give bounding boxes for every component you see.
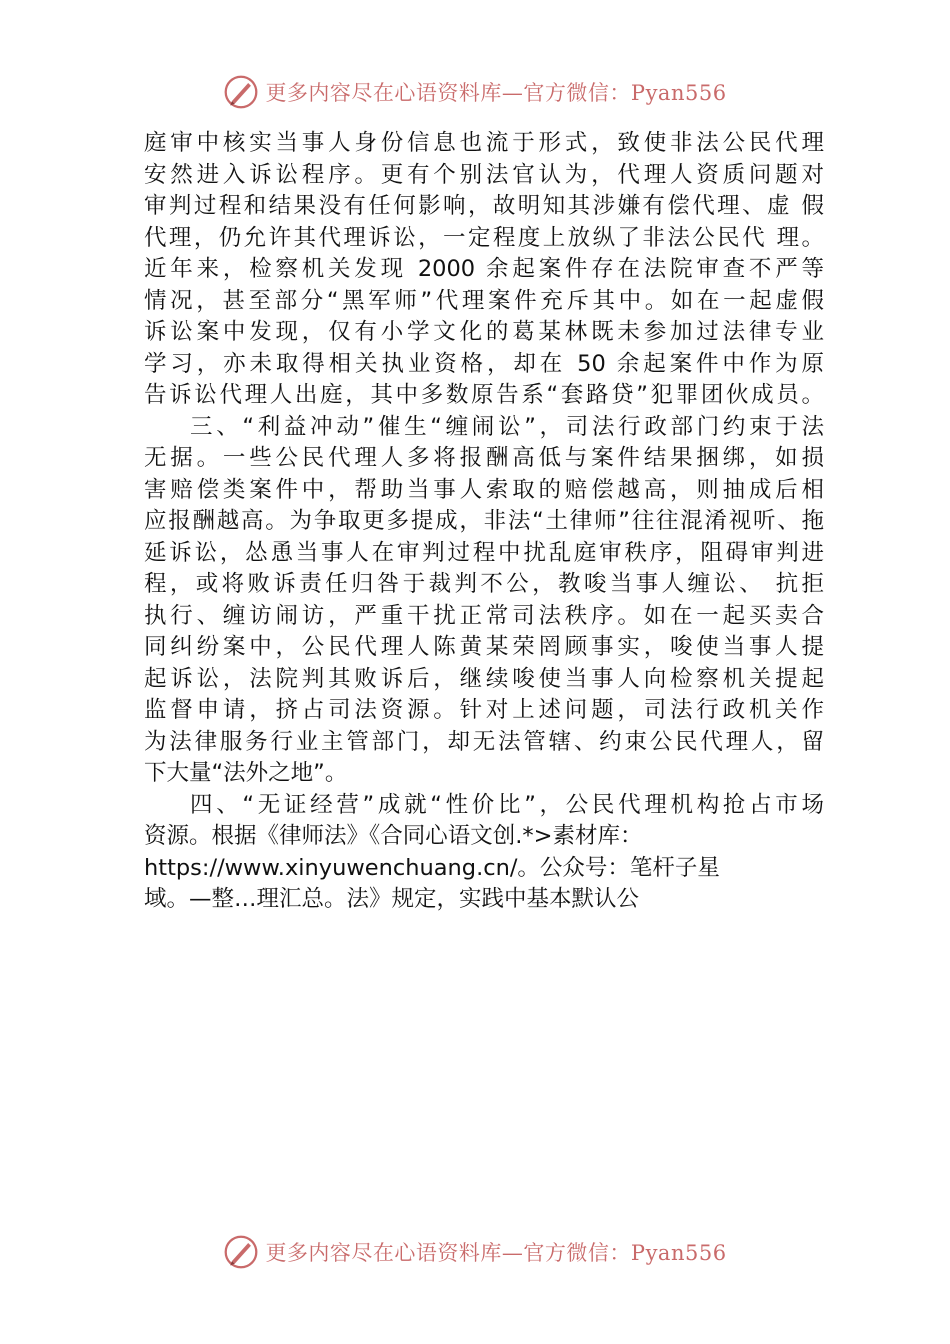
body-line: https://www.xinyuwenchuang.cn/。公众号：笔杆子星 bbox=[144, 854, 720, 881]
body-line: 近年来，检察机关发现 2000 余起案件存在法院审查不严等 bbox=[144, 256, 824, 282]
paragraph-heading-4: 四、“无证经营”成就“性价比”，公民代理机构抢占市场 bbox=[190, 791, 824, 818]
body-line: 学习，亦未取得相关执业资格，却在 50 余起案件中作为原 bbox=[144, 350, 824, 377]
body-line: 应报酬越高。为争取更多提成，非法“土律师”往往混淆视听、拖 bbox=[144, 508, 824, 534]
pen-logo-icon bbox=[223, 1234, 259, 1270]
body-line: 监督申请，挤占司法资源。针对上述问题，司法行政机关作 bbox=[144, 697, 824, 723]
body-line: 同纠纷案中，公民代理人陈黄某荣罔顾事实，唆使当事人提 bbox=[144, 634, 824, 660]
document-body bbox=[144, 128, 824, 916]
paragraph-heading-3: 三、“利益冲动”催生“缠闹讼”，司法行政部门约束于法 bbox=[190, 413, 824, 440]
body-line: 为法律服务行业主管部门，却无法管辖、约束公民代理人，留 bbox=[144, 728, 824, 755]
header-banner-text: 更多内容尽在心语资料库—官方微信：Pyan556 bbox=[265, 81, 727, 105]
body-line: 告诉讼代理人出庭，其中多数原告系“套路贷”犯罪团伙成员。 bbox=[144, 382, 824, 408]
body-line: 域。—整…理汇总。法》规定，实践中基本默认公 bbox=[144, 886, 640, 912]
pen-logo-icon bbox=[223, 74, 259, 110]
body-line: 安然进入诉讼程序。更有个别法官认为，代理人资质问题对 bbox=[144, 161, 824, 188]
header-banner bbox=[0, 70, 950, 114]
body-line: 程，或将败诉责任归咎于裁判不公，教唆当事人缠讼、 抗拒 bbox=[144, 571, 824, 597]
body-line: 代理，仍允许其代理诉讼，一定程度上放纵了非法公民代 理。 bbox=[144, 224, 824, 251]
footer-banner-text: 更多内容尽在心语资料库—官方微信：Pyan556 bbox=[265, 1241, 727, 1265]
body-line: 资源。根据《律师法》《合同心语文创.*>素材库： bbox=[144, 823, 643, 849]
body-line: 情况，甚至部分“黑军师”代理案件充斥其中。如在一起虚假 bbox=[144, 287, 824, 314]
footer-banner bbox=[0, 1230, 950, 1274]
body-line: 起诉讼，法院判其败诉后，继续唆使当事人向检察机关提起 bbox=[144, 665, 824, 692]
body-line: 执行、缠访闹访，严重干扰正常司法秩序。如在一起买卖合 bbox=[144, 602, 824, 629]
body-line: 延诉讼，怂恿当事人在审判过程中扰乱庭审秩序，阻碍审判进 bbox=[144, 539, 824, 566]
body-line: 害赔偿类案件中，帮助当事人索取的赔偿越高，则抽成后相 bbox=[144, 476, 824, 503]
body-line: 下大量“法外之地”。 bbox=[144, 760, 348, 786]
body-line: 诉讼案中发现，仅有小学文化的葛某林既未参加过法律专业 bbox=[144, 319, 824, 345]
body-line: 无据。一些公民代理人多将报酬高低与案件结果捆绑，如损 bbox=[144, 445, 824, 471]
body-line: 审判过程和结果没有任何影响，故明知其涉嫌有偿代理、虚 假 bbox=[144, 193, 824, 219]
body-line: 庭审中核实当事人身份信息也流于形式，致使非法公民代理 bbox=[144, 130, 824, 156]
